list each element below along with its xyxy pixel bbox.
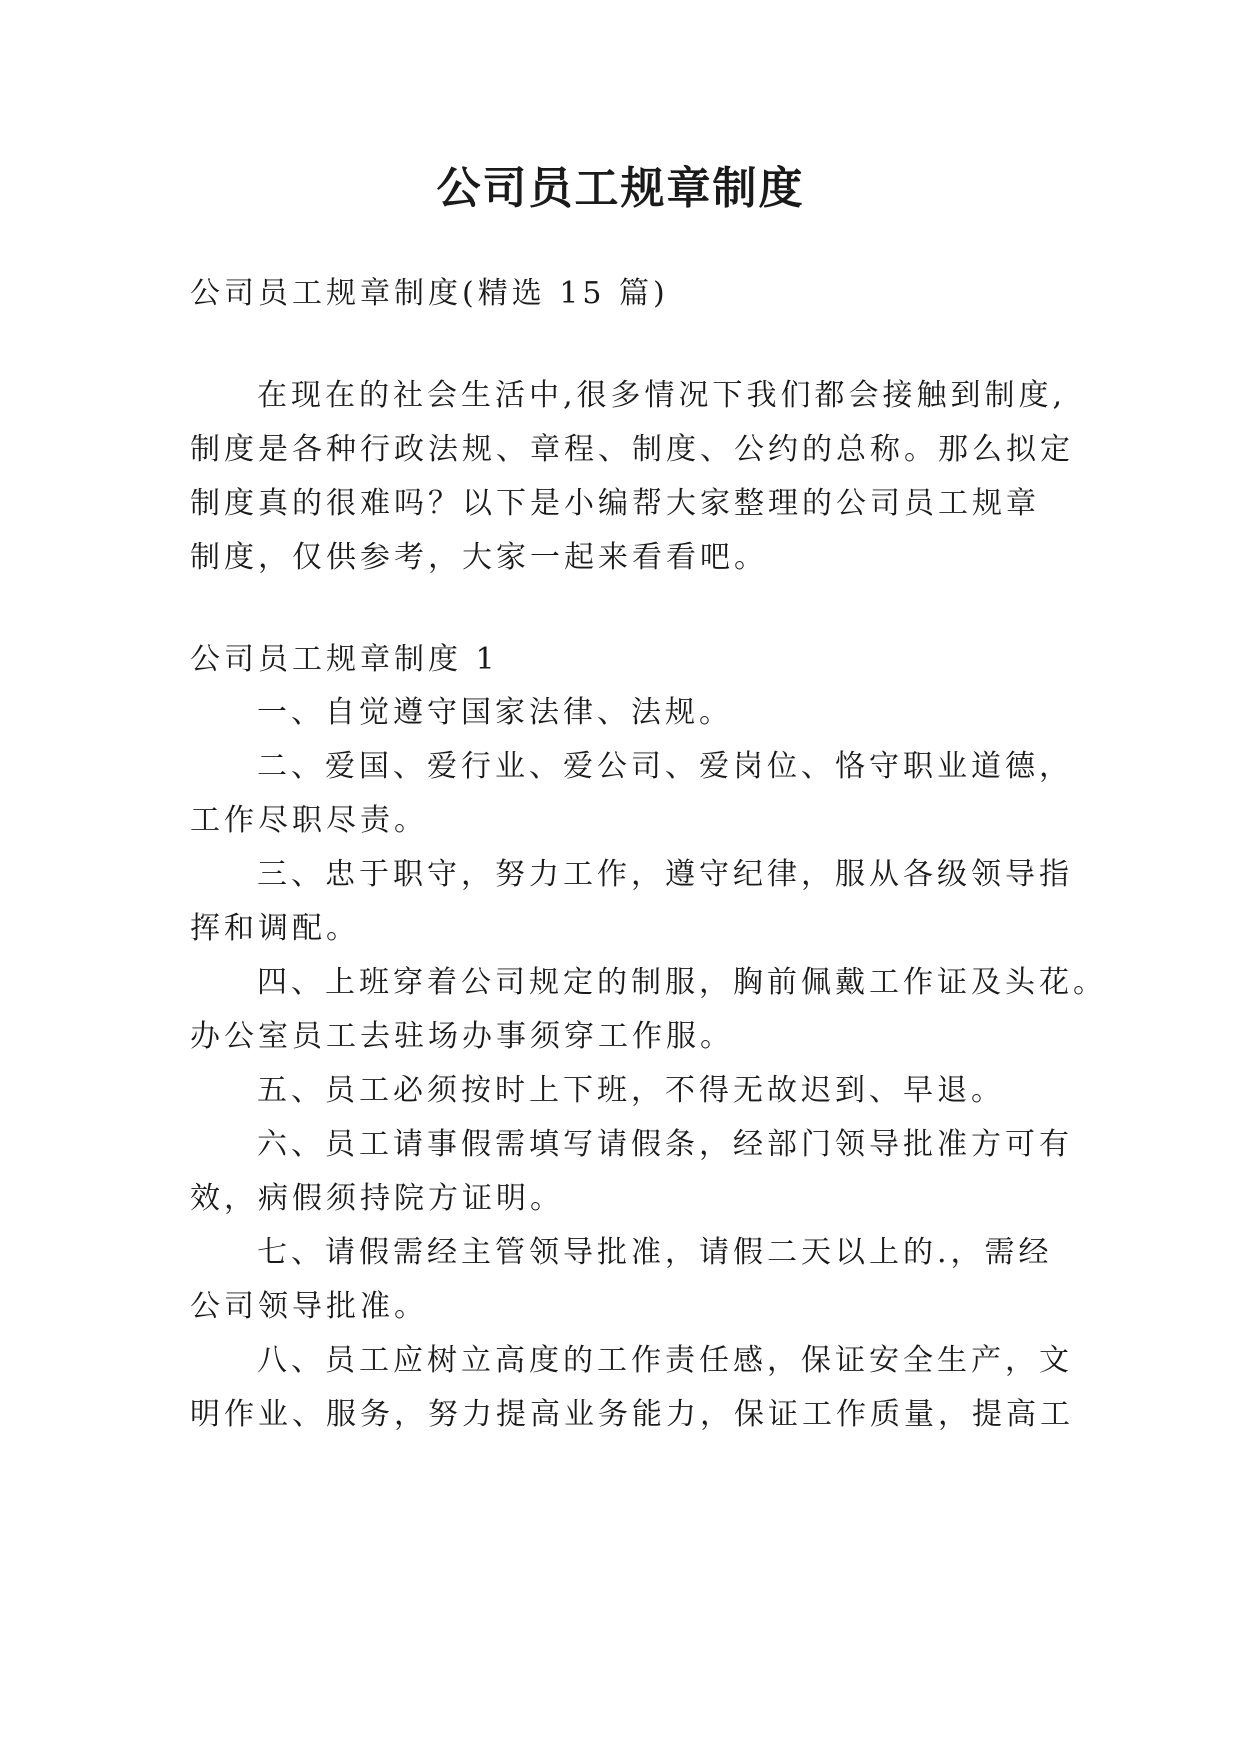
- rule-line: 四、上班穿着公司规定的制服，胸前佩戴工作证及头花。: [257, 965, 1107, 1000]
- rule-line: 一、自觉遵守国家法律、法规。: [257, 695, 733, 730]
- rule-line: 三、忠于职守，努力工作，遵守纪律，服从各级领导指: [257, 857, 1073, 892]
- rule-line: 二、爱国、爱行业、爱公司、爱岗位、恪守职业道德，: [257, 749, 1073, 784]
- rule-line: 五、员工必须按时上下班，不得无故迟到、早退。: [257, 1073, 1005, 1108]
- document-subtitle: 公司员工规章制度(精选 15 篇): [190, 276, 669, 311]
- rule-line: 办公室员工去驻场办事须穿工作服。: [190, 1019, 734, 1054]
- section-heading: 公司员工规章制度 1: [190, 642, 499, 677]
- rule-line: 工作尽职尽责。: [190, 803, 428, 838]
- intro-line: 制度，仅供参考，大家一起来看看吧。: [190, 540, 768, 575]
- rule-line: 八、员工应树立高度的工作责任感，保证安全生产，文: [257, 1343, 1073, 1378]
- rule-line: 六、员工请事假需填写请假条，经部门领导批准方可有: [257, 1127, 1073, 1162]
- rule-line: 公司领导批准。: [190, 1289, 428, 1324]
- document-title: 公司员工规章制度: [436, 163, 805, 214]
- rule-line: 挥和调配。: [190, 911, 360, 946]
- intro-line: 制度是各种行政法规、章程、制度、公约的总称。那么拟定: [190, 432, 1074, 467]
- rule-line: 七、请假需经主管领导批准，请假二天以上的.，需经: [257, 1235, 1053, 1270]
- intro-line: 制度真的很难吗？以下是小编帮大家整理的公司员工规章: [190, 486, 1040, 521]
- intro-line: 在现在的社会生活中,很多情况下我们都会接触到制度,: [257, 378, 1067, 413]
- rule-line: 效，病假须持院方证明。: [190, 1181, 564, 1216]
- rule-line: 明作业、服务，努力提高业务能力，保证工作质量，提高工: [190, 1397, 1074, 1432]
